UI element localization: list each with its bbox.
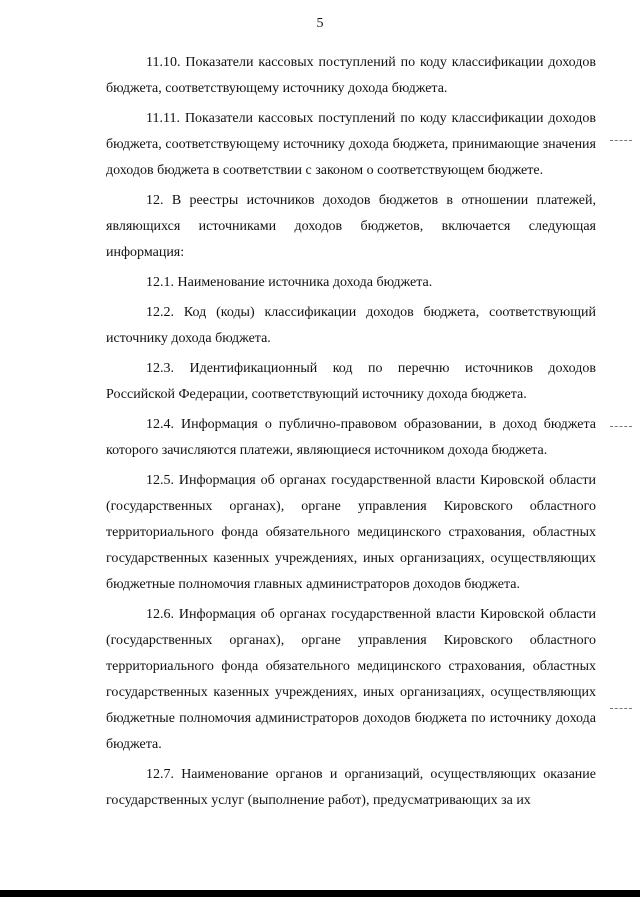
paragraph-12-1: 12.1. Наименование источника дохода бюджета. [146,275,433,290]
paragraph-11-11: 11.11. Показатели кассовых поступлений по коду классификации доходов бюджета, соответствующему источнику дохода бюджета, принимающие значения доходов бюджета в соответствии с законом о соответствующем бюджете. [106,111,596,178]
margin-mark [610,426,632,427]
paragraph-12-6: 12.6. Информация об органах государственной власти Кировской области (государственных органах), органе управления Кировского областного территориального фонда обязательного медицинского страхования, областных государственных казенных учреждениях, иных организациях, осуществляющих бюджетные полномочия администраторов доходов бюджета по источнику дохода бюджета. [106,607,596,752]
paragraph-12-5: 12.5. Информация об органах государственной власти Кировской области (государственных органах), органе управления Кировского областного территориального фонда обязательного медицинского страхования, областных государственных казенных учреждениях, иных организациях, осуществляющих бюджетные полномочия главных администраторов доходов бюджета. [106,473,596,592]
margin-mark [610,140,632,141]
margin-mark [610,708,632,709]
page-number: 5 [316,16,324,31]
paragraph-12-2: 12.2. Код (коды) классификации доходов бюджета, соответствующий источнику дохода бюджета. [106,305,596,346]
scan-bottom-edge [0,890,640,897]
paragraph-12-4: 12.4. Информация о публично-правовом образовании, в доход бюджета которого зачисляются платежи, являющиеся источником дохода бюджета. [106,417,596,458]
document-body [106,50,596,818]
paragraph-12-7: 12.7. Наименование органов и организаций, осуществляющих оказание государственных услуг (выполнение работ), предусматривающих за их [106,767,596,808]
paragraph-11-10: 11.10. Показатели кассовых поступлений по коду классификации доходов бюджета, соответствующему источнику дохода бюджета. [106,55,596,96]
paragraph-12: 12. В реестры источников доходов бюджетов в отношении платежей, являющихся источниками доходов бюджетов, включается следующая информация: [106,193,596,260]
paragraph-12-3: 12.3. Идентификационный код по перечню источников доходов Российской Федерации, соответствующий источнику дохода бюджета. [106,361,596,402]
